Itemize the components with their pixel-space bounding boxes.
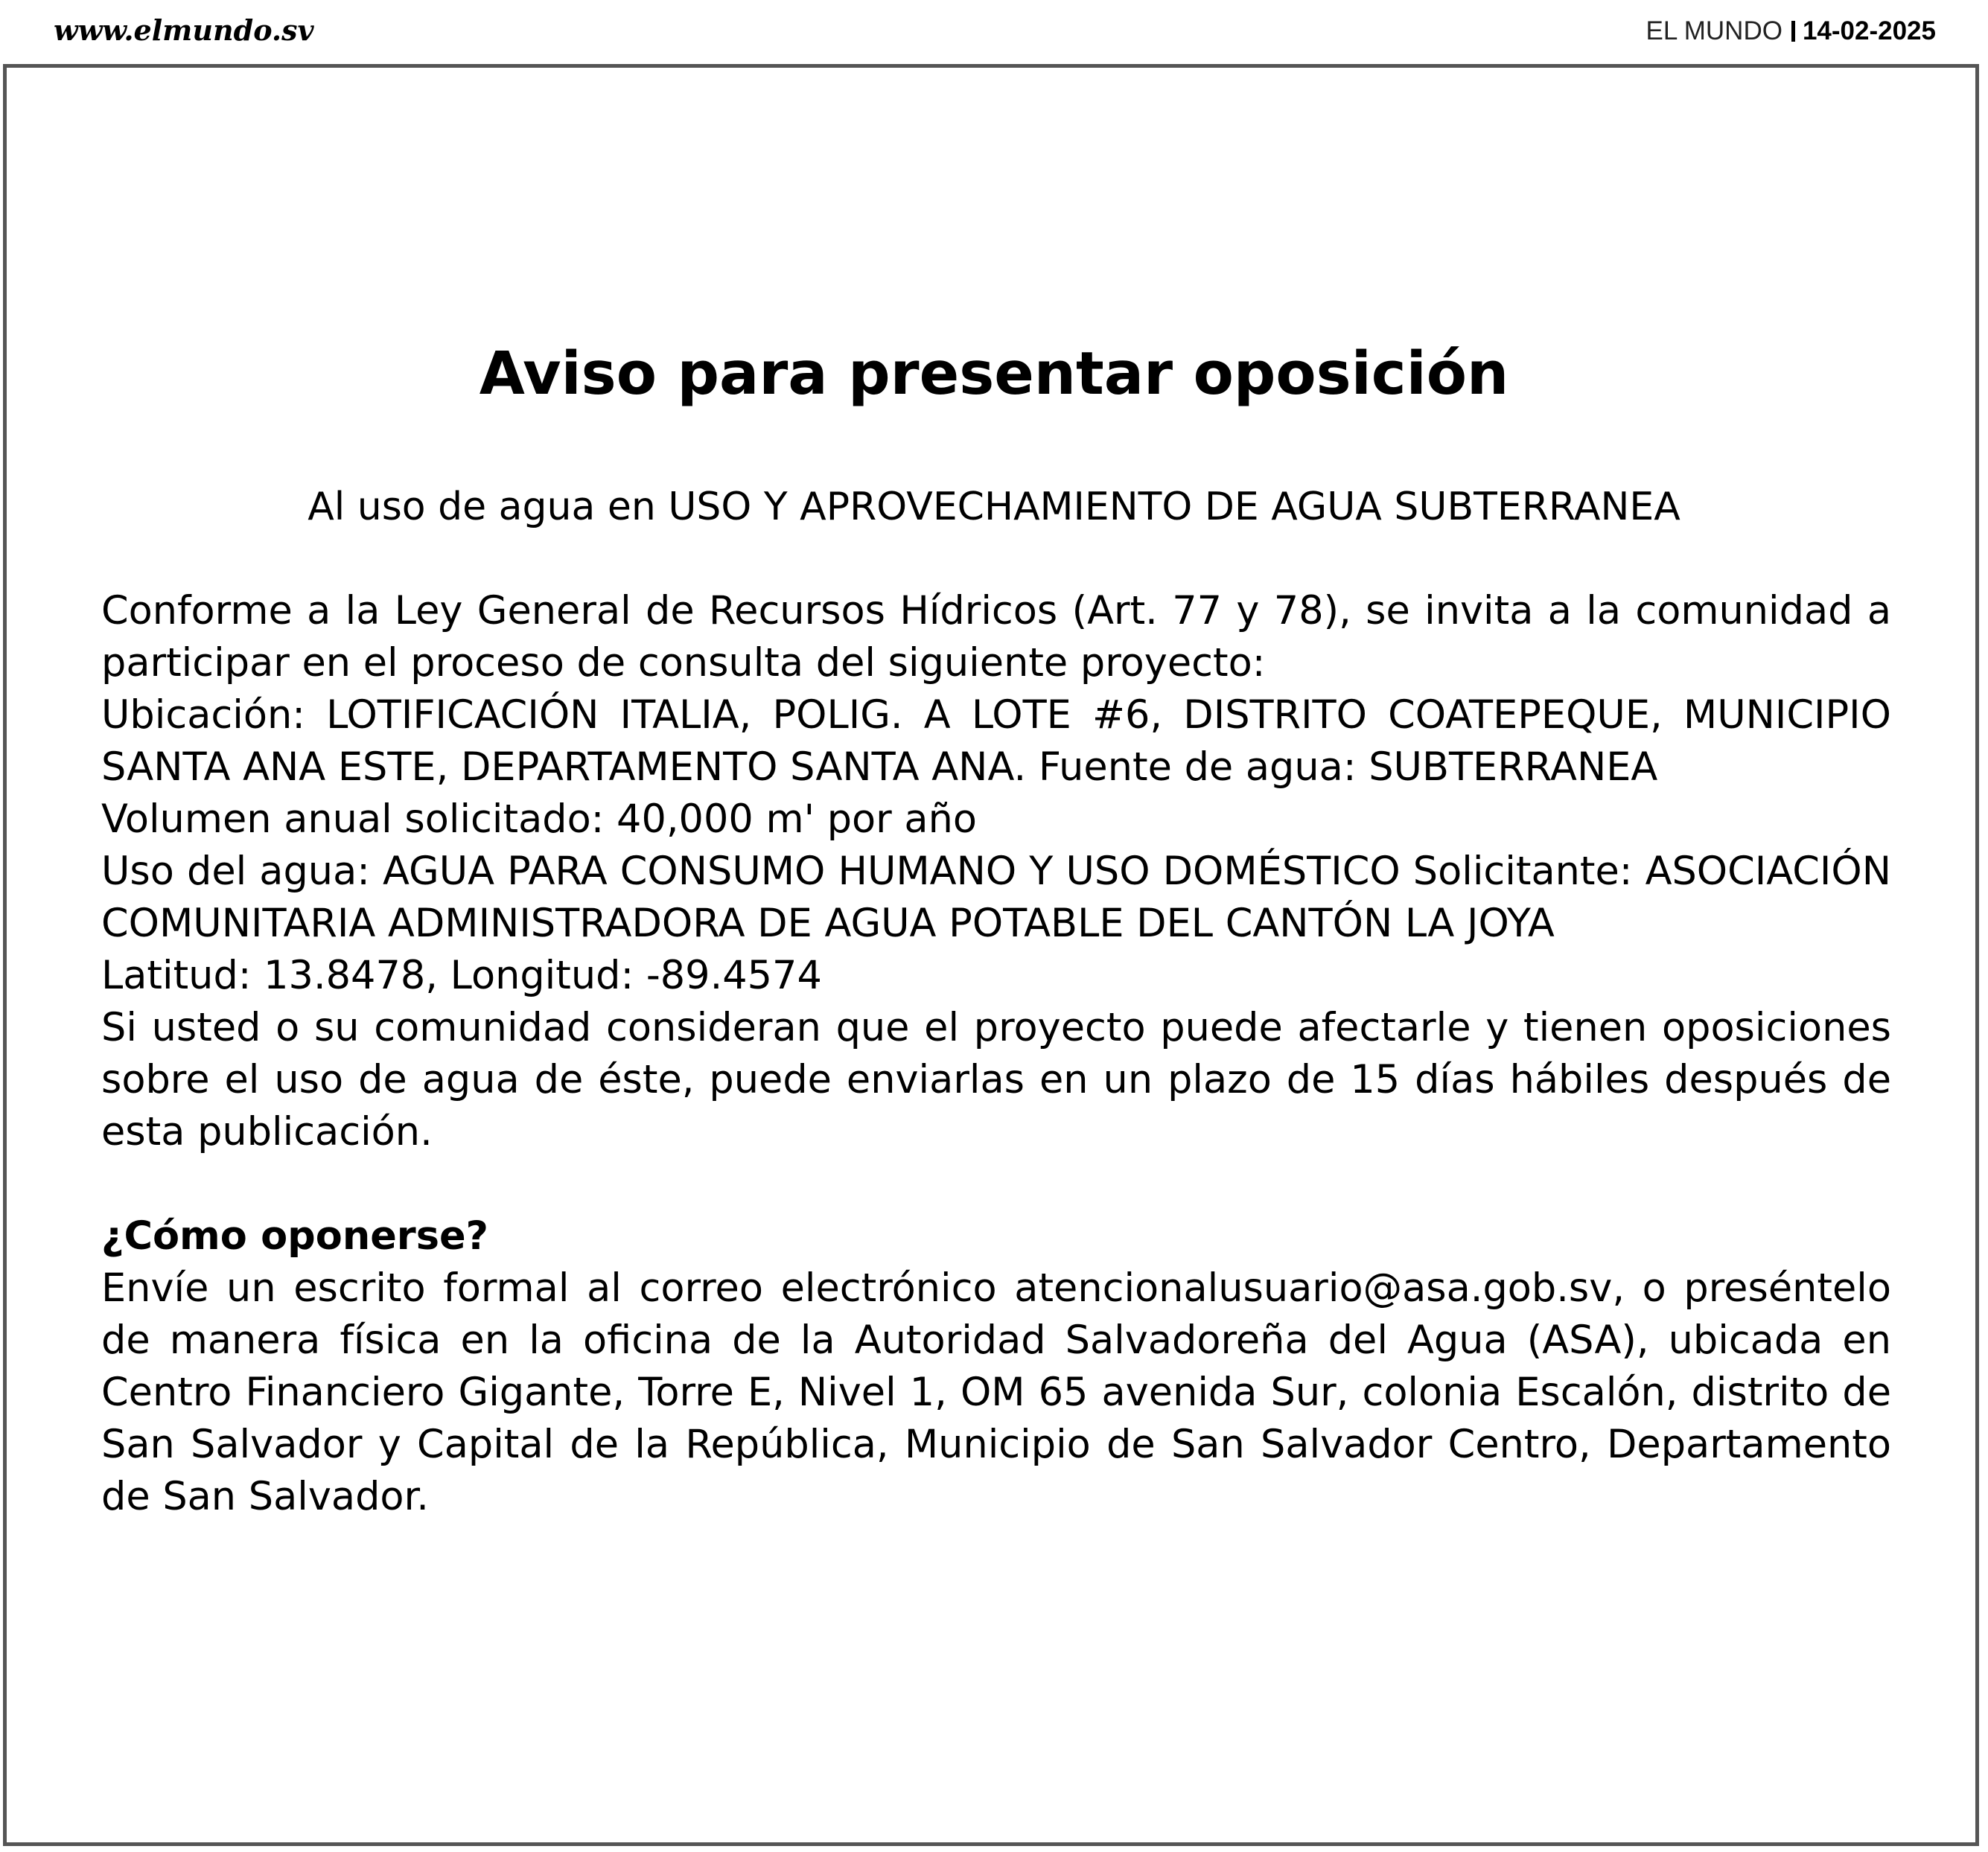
separator-bar xyxy=(1791,21,1795,42)
location-paragraph: Ubicación: LOTIFICACIÓN ITALIA, POLIG. A LOTE #6, DISTRITO COATEPEQUE, MUNICIPIO SANTA ANA ESTE, DEPARTAMENTO SANTA ANA. Fuente de agua: SUBTERRANEA xyxy=(101,692,1891,790)
notice-subtitle: Al uso de agua en USO Y APROVECHAMIENTO DE AGUA SUBTERRANEA xyxy=(308,485,1680,529)
how-to-oppose-heading: ¿Cómo oponerse? xyxy=(101,1213,489,1259)
coordinates-line: Latitud: 13.8478, Longitud: -89.4574 xyxy=(101,953,822,998)
use-paragraph: Uso del agua: AGUA PARA CONSUMO HUMANO Y USO DOMÉSTICO Solicitante: ASOCIACIÓN COMUNITARIA ADMINISTRADORA DE AGUA POTABLE DEL CANTÓN LA JOYA xyxy=(101,849,1891,946)
publication-name: EL MUNDO xyxy=(1645,16,1782,45)
edition-info xyxy=(1646,16,1937,46)
site-url: www.elmundo.sv xyxy=(54,13,314,47)
spacer xyxy=(101,1158,1891,1210)
masthead xyxy=(0,0,1988,66)
notice-body xyxy=(101,585,1891,1523)
publication-date: 14-02-2025 xyxy=(1802,16,1936,45)
intro-paragraph: Conforme a la Ley General de Recursos Hídricos (Art. 77 y 78), se invita a la comunidad a participar en el proceso de consulta del siguiente proyecto: xyxy=(101,588,1891,686)
volume-line: Volumen anual solicitado: 40,000 m' por año xyxy=(101,796,977,842)
how-to-oppose-paragraph: Envíe un escrito formal al correo electrónico atencionalusuario@asa.gob.sv, o preséntelo de manera física en la oficina de la Autoridad Salvadoreña del Agua (ASA), ubicada en Centro Financiero Gigante, Torre E, Nivel 1, OM 65 avenida Sur, colonia Escalón, distrito de San Salvador y Capital de la República, Municipio de San Salvador Centro, Departamento de San Salvador. xyxy=(101,1265,1891,1519)
notice-title: Aviso para presentar oposición xyxy=(479,339,1509,408)
invitation-paragraph: Si usted o su comunidad consideran que el proyecto puede afectarle y tienen oposiciones sobre el uso de agua de éste, puede enviarlas en un plazo de 15 días hábiles después de esta publicación. xyxy=(101,1005,1891,1155)
